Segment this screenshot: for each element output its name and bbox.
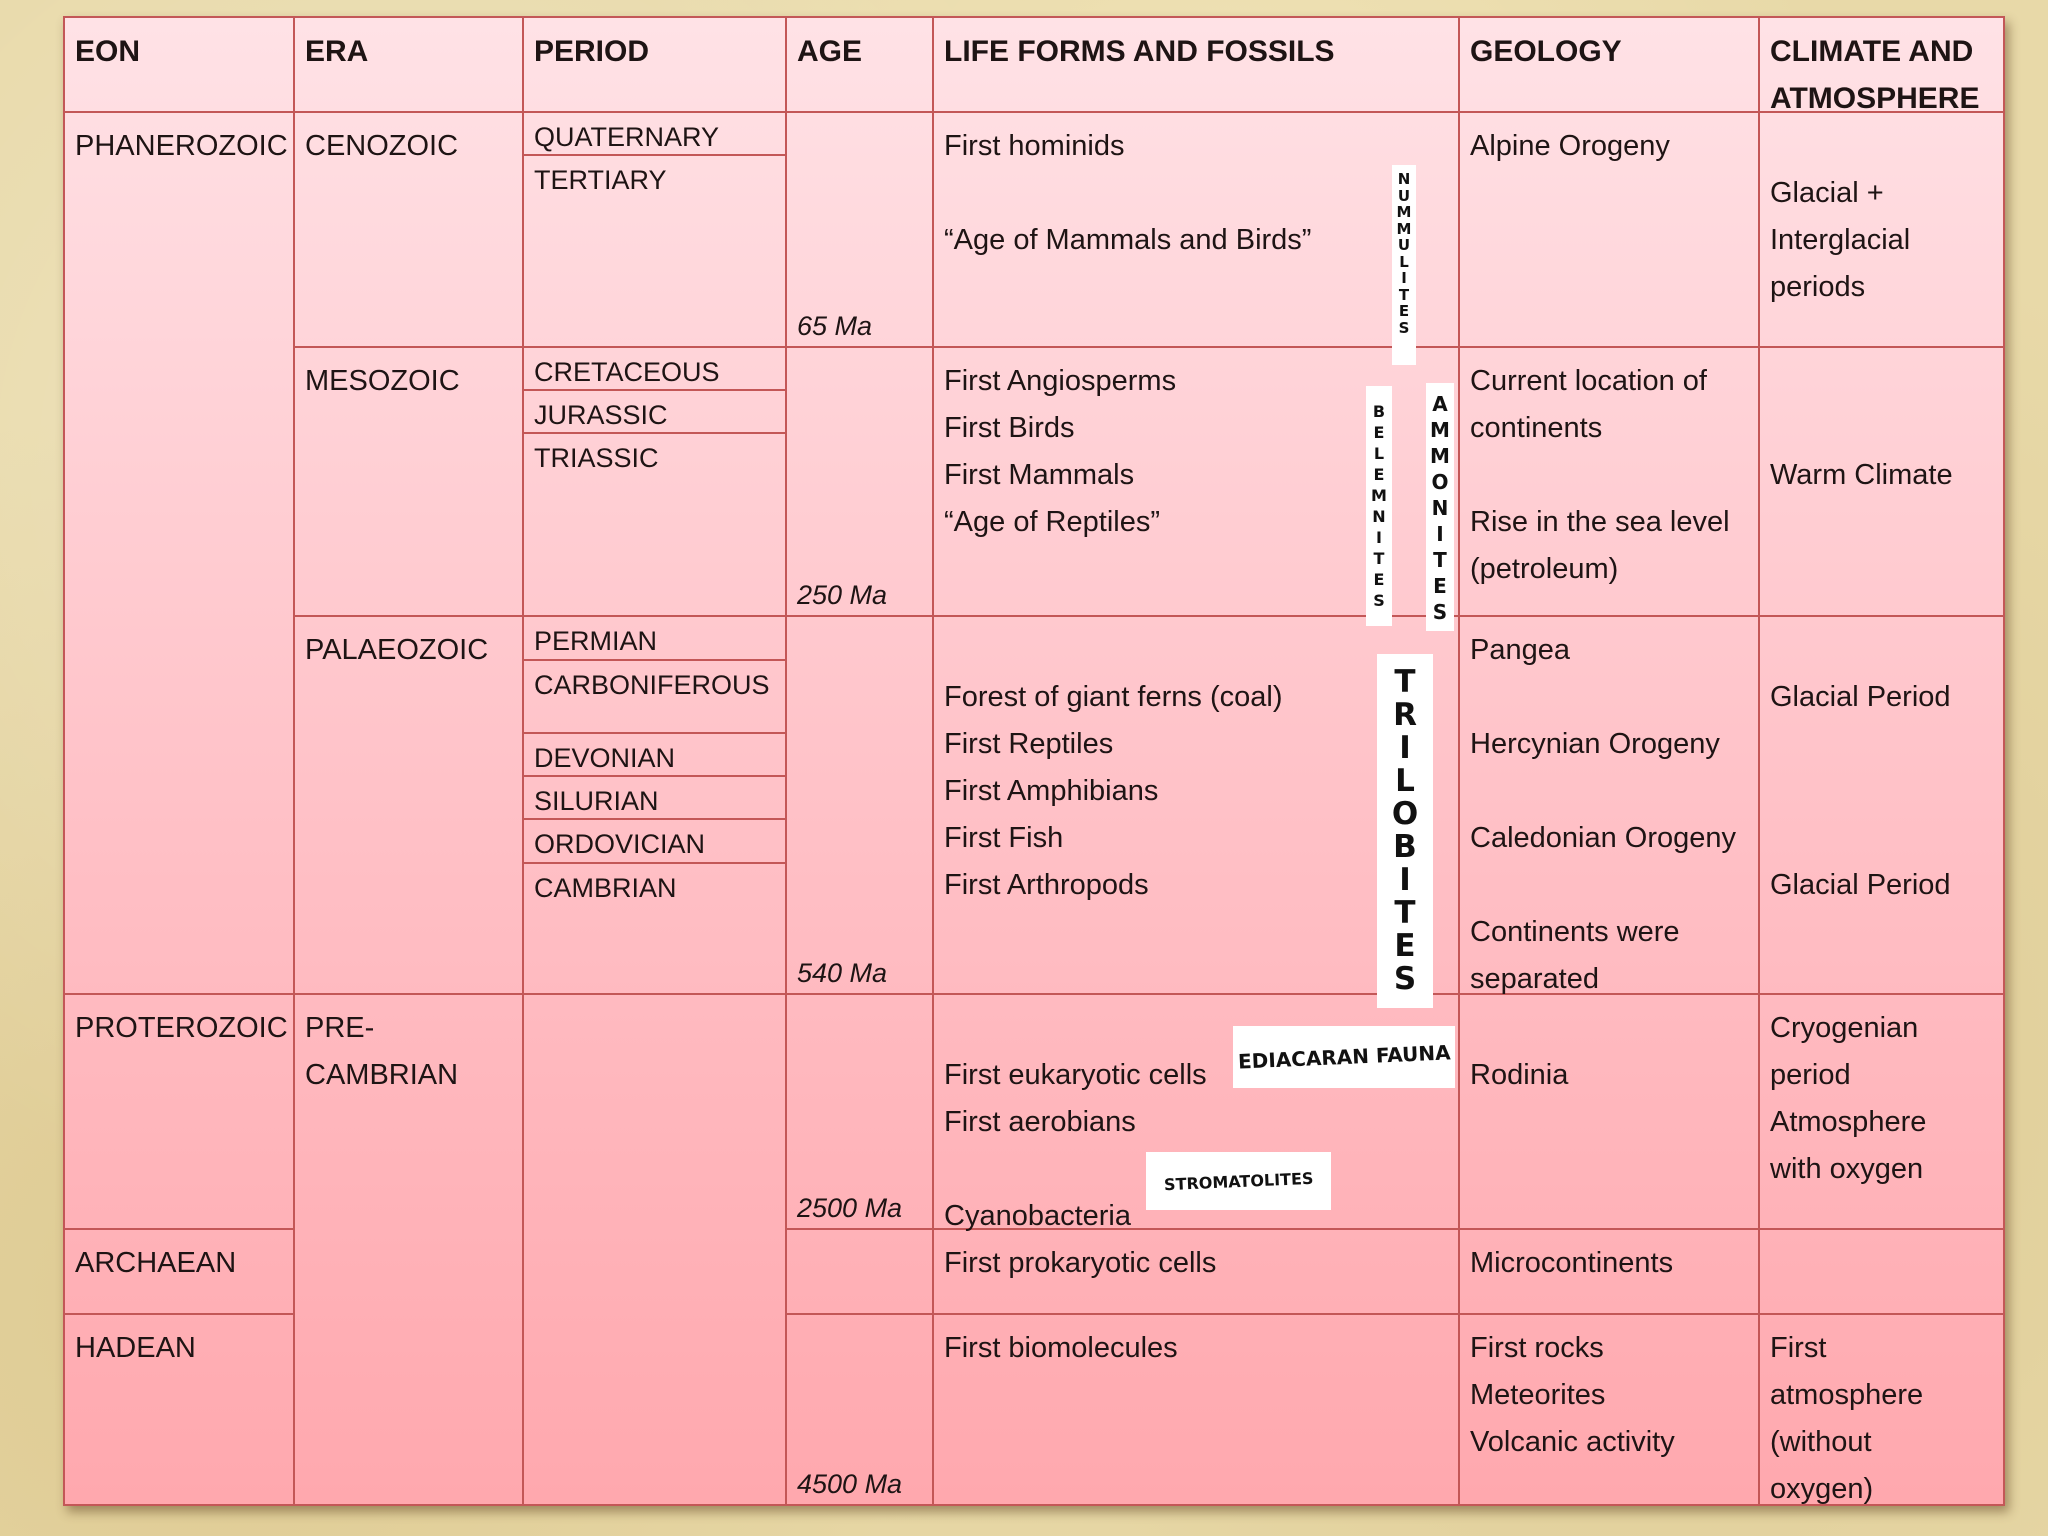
fossil-label-letter: E [1394,928,1416,964]
fossil-label-letter: E [1398,302,1410,320]
life-cenozoic-line: First hominids [944,130,1125,162]
life-archaean [934,1230,1460,1315]
fossil-label-letter: E [1373,423,1385,442]
age-hadean-text: 4500 Ma [797,1469,903,1499]
geology-palaeozoic-line: Caledonian Orogeny [1470,822,1737,854]
fossil-label-letter: O [1431,470,1449,494]
geology-mesozoic-line: continents [1470,412,1603,444]
period-devonian-text: DEVONIAN [534,743,676,773]
geology-cenozoic-line: Alpine Orogeny [1470,130,1670,162]
fossil-label-letter: R [1393,697,1417,733]
fossil-label-letter: S [1398,318,1410,337]
belemnites-label [1366,386,1392,626]
era-cenozoic-text: CENOZOIC [305,130,459,162]
fossil-label-letter: N [1397,170,1411,188]
life-hadean-line: First biomolecules [944,1332,1178,1364]
climate-palaeozoic-line: Glacial Period [1770,869,1951,901]
life-mesozoic-line: First Mammals [944,459,1135,491]
fossil-label-letter: T [1394,895,1416,931]
fossil-label-letter: T [1373,549,1385,568]
header-age-text: AGE [797,35,863,68]
geology-mesozoic-line: Current location of [1470,365,1707,397]
period-cambrian-text: CAMBRIAN [534,873,677,903]
header-life-text: LIFE FORMS AND FOSSILS [944,35,1335,68]
fossil-label-letter: L [1373,444,1385,463]
age-proterozoic [787,995,934,1230]
period-jurassic [524,391,787,434]
period-silurian-text: SILURIAN [534,786,659,816]
fossil-label-letter: S [1373,591,1385,610]
climate-cenozoic-line: Glacial + [1770,177,1884,209]
fossil-label-letter: E [1433,574,1447,598]
ammonites-label [1426,383,1454,631]
eon-phanerozoic-text: PHANEROZOIC [75,130,288,162]
geology-palaeozoic-line: Hercynian Orogeny [1470,728,1720,760]
fossil-label-letter: M [1396,219,1412,238]
climate-mesozoic-line: Warm Climate [1770,459,1953,491]
life-palaeozoic-line: Forest of giant ferns (coal) [944,681,1283,713]
geology-hadean-line: Meteorites [1470,1379,1606,1411]
era-palaeozoic-text: PALAEOZOIC [305,634,489,666]
geology-cenozoic [1460,113,1760,348]
fossil-label-letter: N [1372,507,1386,526]
climate-proterozoic-line: with oxygen [1770,1153,1924,1185]
climate-hadean-line: (without [1770,1426,1872,1458]
eon-hadean [65,1315,295,1504]
header-geology-text: GEOLOGY [1470,35,1622,68]
fossil-label-letter: O [1391,796,1419,832]
fossil-label-letter: N [1431,496,1449,520]
header-era-text: ERA [305,35,369,68]
era-precambrian-line2: CAMBRIAN [305,1059,459,1091]
period-cambrian [524,864,787,995]
age-mesozoic [787,348,934,617]
period-permian-text: PERMIAN [534,626,658,656]
era-mesozoic-text: MESOZOIC [305,365,460,397]
life-palaeozoic-line: First Fish [944,822,1064,854]
period-triassic [524,434,787,617]
life-mesozoic-line: “Age of Reptiles” [944,506,1160,538]
geology-palaeozoic [1460,617,1760,995]
geology-mesozoic [1460,348,1760,617]
header-climate-line2: ATMOSPHERE [1770,82,1980,115]
period-precambrian-empty [524,995,787,1504]
fossil-label-letter: E [1373,570,1385,589]
geology-hadean [1460,1315,1760,1504]
climate-cenozoic [1760,113,2003,348]
age-palaeozoic-text: 540 Ma [797,958,888,988]
fossil-label-letter: S [1393,961,1417,997]
period-tertiary-text: TERTIARY [534,165,667,195]
fossil-label-letter: L [1395,763,1415,799]
life-palaeozoic-line: First Amphibians [944,775,1159,807]
age-cenozoic [787,113,934,348]
fossil-label-letter: T [1394,664,1416,700]
header-era [295,18,524,113]
stromatolites-text: STROMATOLITES [1163,1168,1314,1194]
header-geology [1460,18,1760,113]
geologic-time-table [63,16,2005,1506]
header-climate-line1: CLIMATE AND [1770,35,1974,68]
life-cenozoic-line: “Age of Mammals and Birds” [944,224,1312,256]
fossil-label-letter: U [1397,186,1411,205]
header-eon [65,18,295,113]
period-ordovician [524,820,787,864]
fossil-label-letter: I [1376,528,1382,547]
climate-proterozoic-line: Atmosphere [1770,1106,1927,1138]
climate-palaeozoic [1760,617,2003,995]
header-period-text: PERIOD [534,35,650,68]
life-proterozoic-line: Cyanobacteria [944,1200,1131,1232]
geology-proterozoic-line: Rodinia [1470,1059,1569,1091]
climate-mesozoic [1760,348,2003,617]
header-age [787,18,934,113]
geology-proterozoic [1460,995,1760,1230]
era-precambrian [295,995,524,1504]
climate-hadean-line: oxygen) [1770,1473,1874,1505]
era-cenozoic [295,113,524,348]
life-proterozoic-line: First aerobians [944,1106,1136,1138]
geology-mesozoic-line: Rise in the sea level [1470,506,1730,538]
age-hadean [787,1315,934,1504]
period-carboniferous-text: CARBONIFEROUS [534,670,770,700]
era-mesozoic [295,348,524,617]
fossil-label-letter: M [1396,203,1412,221]
geology-palaeozoic-line: Continents were [1470,916,1680,948]
era-precambrian-line1: PRE- [305,1012,375,1044]
fossil-label-letter: B [1372,402,1386,421]
geology-palaeozoic-line: separated [1470,963,1599,995]
life-archaean-line: First prokaryotic cells [944,1247,1217,1279]
climate-proterozoic-line: Cryogenian [1770,1012,1919,1044]
climate-cenozoic-line: Interglacial [1770,224,1911,256]
eon-archaean-text: ARCHAEAN [75,1247,237,1279]
life-mesozoic-line: First Angiosperms [944,365,1177,397]
fossil-label-letter: L [1399,252,1409,271]
fossil-label-letter: I [1401,269,1407,287]
geology-palaeozoic-line: Pangea [1470,634,1570,666]
life-palaeozoic-line: First Arthropods [944,869,1149,901]
fossil-label-letter: I [1399,730,1411,766]
period-cretaceous-text: CRETACEOUS [534,357,720,387]
age-proterozoic-text: 2500 Ma [797,1193,903,1223]
fossil-label-letter: M [1430,444,1450,468]
period-quaternary-text: QUATERNARY [534,122,720,152]
climate-proterozoic-line: period [1770,1059,1851,1091]
fossil-label-letter: M [1371,486,1387,505]
ediacaran-fauna-text: EDIACARAN FAUNA [1237,1040,1451,1074]
climate-hadean-line: atmosphere [1770,1379,1924,1411]
period-ordovician-text: ORDOVICIAN [534,829,706,859]
life-palaeozoic-line: First Reptiles [944,728,1114,760]
geology-archaean-line: Microcontinents [1470,1247,1674,1279]
period-cretaceous [524,348,787,391]
climate-hadean [1760,1315,2003,1504]
life-hadean [934,1315,1460,1504]
geology-hadean-line: First rocks [1470,1332,1604,1364]
life-mesozoic-line: First Birds [944,412,1075,444]
period-silurian [524,777,787,820]
climate-hadean-line: First [1770,1332,1827,1364]
climate-proterozoic [1760,995,2003,1230]
period-carboniferous [524,661,787,734]
geology-hadean-line: Volcanic activity [1470,1426,1675,1458]
geology-mesozoic-line: (petroleum) [1470,553,1619,585]
fossil-label-letter: I [1436,522,1444,546]
period-quaternary [524,113,787,156]
eon-proterozoic-text: PROTEROZOIC [75,1012,288,1044]
geology-archaean [1460,1230,1760,1315]
period-permian [524,617,787,661]
fossil-label-letter: U [1397,236,1411,254]
period-devonian [524,734,787,777]
fossil-label-letter: B [1393,829,1417,865]
climate-archaean [1760,1230,2003,1315]
life-cenozoic [934,113,1460,348]
header-period [524,18,787,113]
nummulites-label [1392,165,1416,365]
eon-archaean [65,1230,295,1315]
period-jurassic-text: JURASSIC [534,400,668,430]
ediacaran-fauna-label [1233,1026,1455,1088]
fossil-label-letter: E [1373,465,1385,484]
fossil-label-letter: T [1433,548,1447,572]
age-mesozoic-text: 250 Ma [797,580,888,610]
fossil-label-letter: T [1398,285,1410,304]
header-eon-text: EON [75,35,141,68]
climate-cenozoic-line: periods [1770,271,1866,303]
header-life [934,18,1460,113]
age-cenozoic-text: 65 Ma [797,311,873,341]
age-palaeozoic [787,617,934,995]
header-climate [1760,18,2003,113]
stromatolites-label [1146,1152,1331,1210]
fossil-label-letter: A [1432,392,1448,416]
eon-proterozoic [65,995,295,1230]
age-archaean [787,1230,934,1315]
fossil-label-letter: I [1399,862,1411,898]
trilobites-label [1377,654,1433,1008]
period-tertiary [524,156,787,348]
era-palaeozoic [295,617,524,995]
eon-hadean-text: HADEAN [75,1332,196,1364]
fossil-label-letter: M [1430,418,1450,442]
life-proterozoic-line: First eukaryotic cells [944,1059,1207,1091]
climate-palaeozoic-line: Glacial Period [1770,681,1951,713]
period-triassic-text: TRIASSIC [534,443,659,473]
fossil-label-letter: S [1432,600,1448,624]
eon-phanerozoic [65,113,295,995]
